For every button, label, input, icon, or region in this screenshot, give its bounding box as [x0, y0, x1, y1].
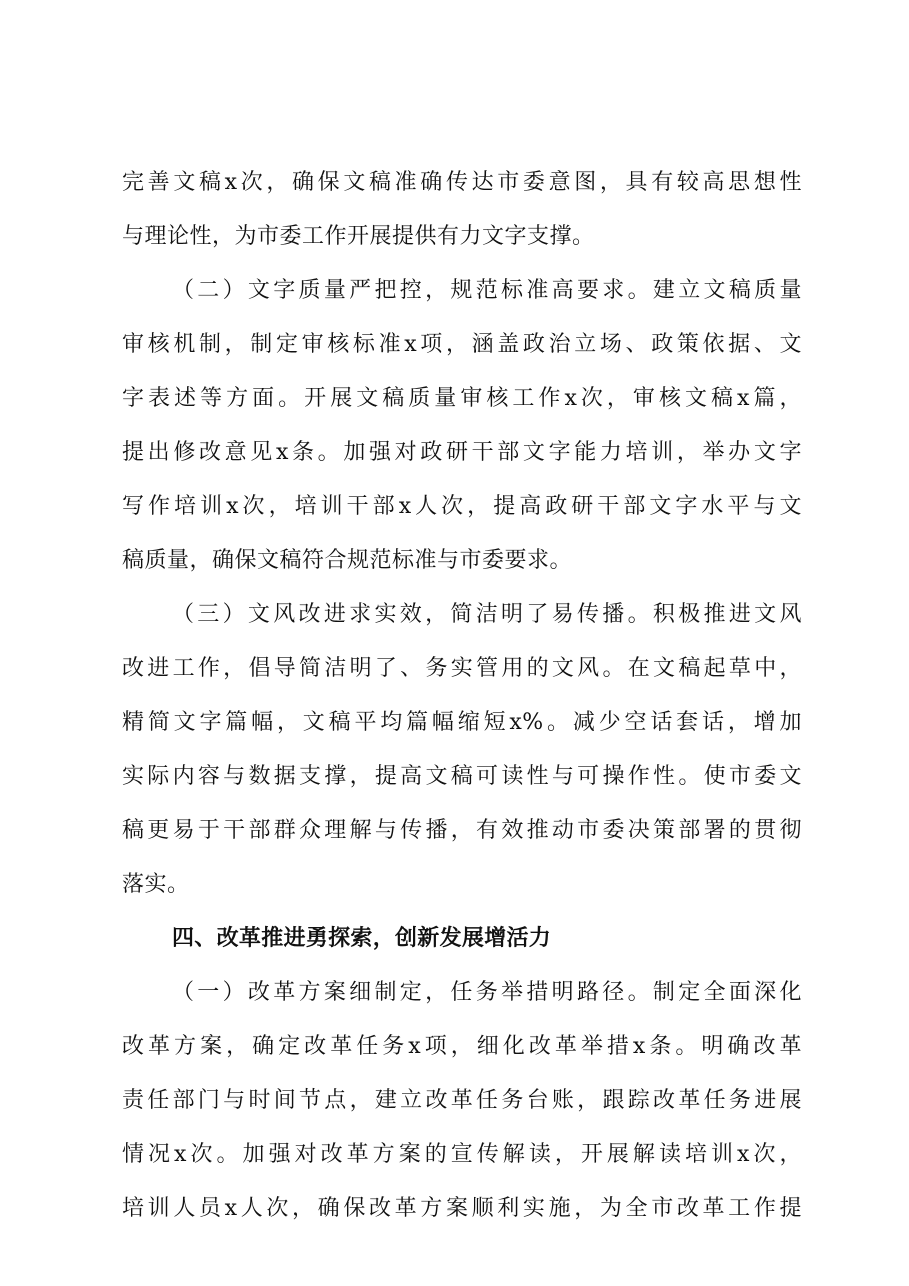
body-text-line: 培训人员x人次，确保改革方案顺利实施，为全市改革工作提: [122, 1196, 802, 1221]
body-text-line: 提出修改意见x条。加强对政研干部文字能力培训，举办文字: [122, 440, 802, 465]
body-text-line: 改革方案，确定改革任务x项，细化改革举措x条。明确改革: [122, 1034, 802, 1059]
section-heading: 四、改革推进勇探索，创新发展增活力: [172, 926, 552, 951]
body-text-line: 字表述等方面。开展文稿质量审核工作x次，审核文稿x篇，: [122, 386, 802, 411]
body-text-line: 精简文字篇幅，文稿平均篇幅缩短x%。减少空话套话，增加: [122, 710, 802, 735]
body-text-line: 稿更易于干部群众理解与传播，有效推动市委决策部署的贯彻: [122, 818, 802, 843]
body-text-line: 改进工作，倡导简洁明了、务实管用的文风。在文稿起草中，: [122, 656, 802, 681]
subsection-line: （二）文字质量严把控，规范标准高要求。建立文稿质量: [172, 278, 802, 303]
body-text-line: 稿质量，确保文稿符合规范标准与市委要求。: [122, 548, 573, 573]
body-text-line: 责任部门与时间节点，建立改革任务台账，跟踪改革任务进展: [122, 1088, 802, 1113]
body-text-line: 情况x次。加强对改革方案的宣传解读，开展解读培训x次，: [122, 1142, 802, 1167]
body-text-line: 审核机制，制定审核标准x项，涵盖政治立场、政策依据、文: [122, 332, 802, 357]
subsection-line: （三）文风改进求实效，简洁明了易传播。积极推进文风: [172, 602, 802, 627]
subsection-line: （一）改革方案细制定，任务举措明路径。制定全面深化: [172, 980, 802, 1005]
body-text-line: 与理论性，为市委工作开展提供有力文字支撑。: [122, 224, 595, 249]
body-text-line: 写作培训x次，培训干部x人次，提高政研干部文字水平与文: [122, 494, 802, 519]
body-text-line: 实际内容与数据支撑，提高文稿可读性与可操作性。使市委文: [122, 764, 802, 789]
body-text-line: 落实。: [122, 872, 190, 897]
body-text-line: 完善文稿x次，确保文稿准确传达市委意图，具有较高思想性: [122, 170, 802, 195]
